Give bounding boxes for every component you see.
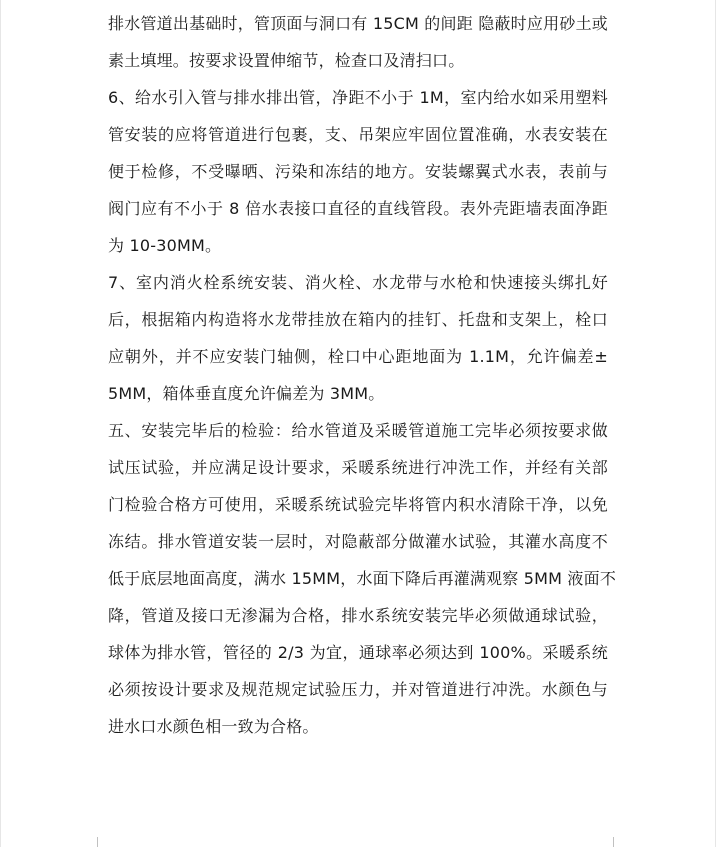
margin-corner-mark-left	[85, 837, 98, 847]
text-line: 7、室内消火栓系统安装、消火栓、水龙带与水枪和快速接头绑扎好	[108, 273, 608, 292]
text-line: 阀门应有不小于 8 倍水表接口直径的直线管段。表外壳距墙表面净距	[108, 199, 608, 218]
text-line: 必须按设计要求及规范规定试验压力，并对管道进行冲洗。水颜色与	[108, 680, 608, 699]
text-line: 6、给水引入管与排水排出管，净距不小于 1M，室内给水如采用塑料	[108, 88, 608, 107]
text-line: 低于底层地面高度，满水 15MM，水面下降后再灌满观察 5MM 液面不	[108, 569, 617, 588]
text-line: 为 10-30MM。	[108, 236, 222, 255]
text-line: 5MM，箱体垂直度允许偏差为 3MM。	[108, 384, 385, 403]
text-line: 素土填埋。按要求设置伸缩节，检查口及清扫口。	[108, 51, 465, 70]
text-line: 门检验合格方可使用，采暖系统试验完毕将管内积水清除干净，以免	[108, 495, 608, 514]
document-body[interactable]	[108, 5, 617, 745]
text-line: 进水口水颜色相一致为合格。	[108, 717, 319, 736]
text-line: 应朝外，并不应安装门轴侧，栓口中心距地面为 1.1M，允许偏差±	[108, 347, 608, 366]
page-left-edge	[0, 0, 1, 847]
text-line: 便于检修，不受曝晒、污染和冻结的地方。安装螺翼式水表，表前与	[108, 162, 608, 181]
text-line: 球体为排水管，管径的 2/3 为宜，通球率必须达到 100%。采暖系统	[108, 643, 608, 662]
margin-corner-mark-right	[613, 837, 626, 847]
text-line: 排水管道出基础时，管顶面与洞口有 15CM 的间距 隐蔽时应用砂土或	[108, 14, 608, 33]
text-line: 降，管道及接口无渗漏为合格，排水系统安装完毕必须做通球试验，	[108, 606, 608, 625]
text-line: 后，根据箱内构造将水龙带挂放在箱内的挂钉、托盘和支架上，栓口	[108, 310, 608, 329]
text-line: 管安装的应将管道进行包裹，支、吊架应牢固位置准确，水表安装在	[108, 125, 608, 144]
text-line: 冻结。排水管道安装一层时，对隐蔽部分做灌水试验，其灌水高度不	[108, 532, 608, 551]
text-line: 试压试验，并应满足设计要求，采暖系统进行冲洗工作，并经有关部	[108, 458, 608, 477]
text-line: 五、安装完毕后的检验：给水管道及采暖管道施工完毕必须按要求做	[108, 421, 608, 440]
